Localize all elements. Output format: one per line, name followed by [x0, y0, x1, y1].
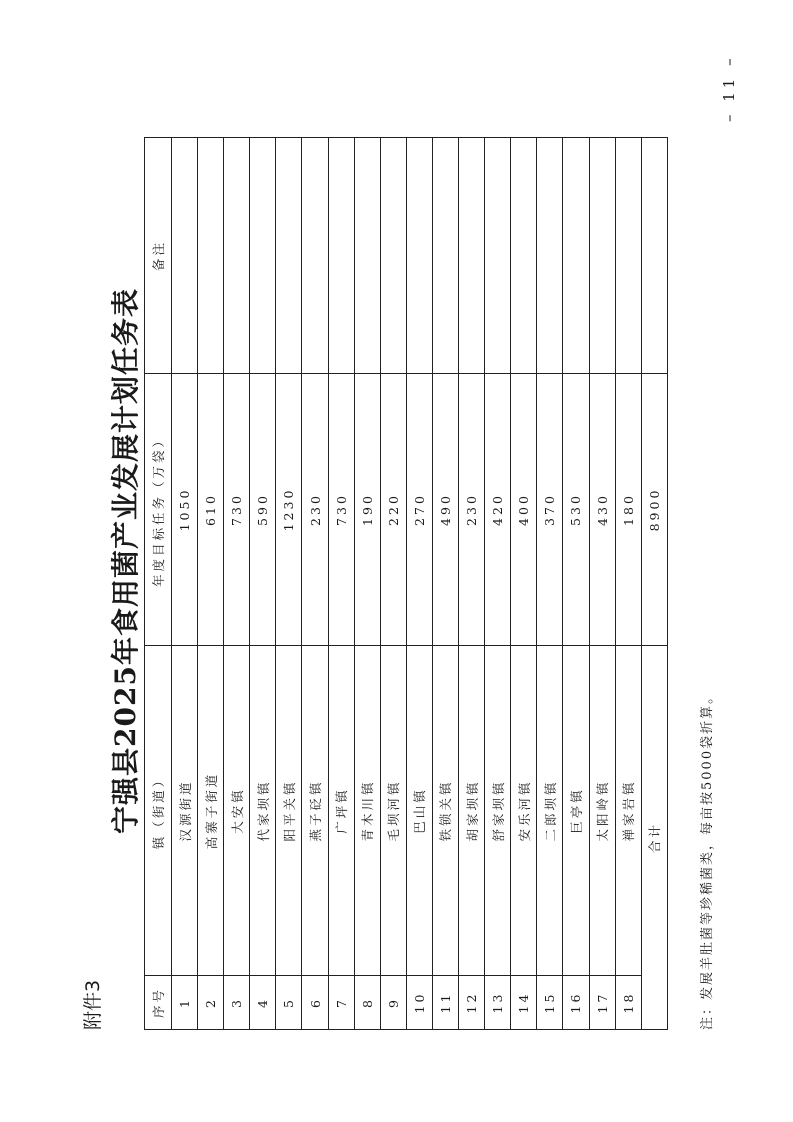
cell-remark — [250, 138, 276, 374]
cell-seq: 10 — [406, 976, 432, 1030]
cell-town: 汉源街道 — [172, 646, 198, 976]
table-note: 注：发展羊肚菌等珍稀菌类，每亩按5000袋折算。 — [700, 688, 715, 1030]
cell-seq: 13 — [485, 976, 511, 1030]
cell-remark — [459, 138, 485, 374]
cell-remark — [276, 138, 302, 374]
cell-target: 270 — [406, 374, 432, 646]
header-target: 年度目标任务（万袋） — [145, 374, 172, 646]
table-row — [328, 138, 354, 1030]
cell-town: 大安镇 — [224, 646, 250, 976]
cell-town: 铁锁关镇 — [432, 646, 458, 976]
cell-seq: 18 — [615, 976, 641, 1030]
cell-seq: 3 — [224, 976, 250, 1030]
cell-target: 1230 — [276, 374, 302, 646]
cell-target: 1050 — [172, 374, 198, 646]
cell-seq: 9 — [380, 976, 406, 1030]
cell-seq: 1 — [172, 976, 198, 1030]
cell-remark — [328, 138, 354, 374]
table-row — [380, 138, 406, 1030]
header-town: 镇（街道） — [145, 646, 172, 976]
header-remark: 备注 — [145, 138, 172, 374]
cell-seq: 4 — [250, 976, 276, 1030]
cell-remark — [406, 138, 432, 374]
cell-town: 二郎坝镇 — [537, 646, 563, 976]
cell-seq: 15 — [537, 976, 563, 1030]
cell-target: 190 — [354, 374, 380, 646]
table-row — [198, 138, 224, 1030]
cell-seq: 2 — [198, 976, 224, 1030]
cell-remark — [589, 138, 615, 374]
table-row — [511, 138, 537, 1030]
cell-target: 370 — [537, 374, 563, 646]
cell-seq: 8 — [354, 976, 380, 1030]
cell-target: 430 — [589, 374, 615, 646]
cell-remark — [432, 138, 458, 374]
cell-seq: 5 — [276, 976, 302, 1030]
cell-seq: 7 — [328, 976, 354, 1030]
table-row — [354, 138, 380, 1030]
cell-target: 180 — [615, 374, 641, 646]
cell-seq: 12 — [459, 976, 485, 1030]
cell-target: 610 — [198, 374, 224, 646]
cell-town: 阳平关镇 — [276, 646, 302, 976]
cell-remark — [198, 138, 224, 374]
table-row — [615, 138, 641, 1030]
cell-target: 730 — [224, 374, 250, 646]
document-title: 宁强县2025年食用菌产业发展计划任务表 — [109, 288, 142, 834]
table-row — [250, 138, 276, 1030]
table-row — [276, 138, 302, 1030]
cell-target: 490 — [432, 374, 458, 646]
cell-town: 安乐河镇 — [511, 646, 537, 976]
cell-town: 毛坝河镇 — [380, 646, 406, 976]
cell-seq: 17 — [589, 976, 615, 1030]
cell-target: 220 — [380, 374, 406, 646]
total-row — [641, 138, 667, 1030]
table-row — [485, 138, 511, 1030]
cell-remark — [485, 138, 511, 374]
cell-remark — [537, 138, 563, 374]
table-row — [224, 138, 250, 1030]
cell-town: 太阳岭镇 — [589, 646, 615, 976]
cell-target: 400 — [511, 374, 537, 646]
cell-town: 巨亭镇 — [563, 646, 589, 976]
cell-town: 青木川镇 — [354, 646, 380, 976]
table-row — [432, 138, 458, 1030]
cell-remark — [354, 138, 380, 374]
table-row — [563, 138, 589, 1030]
cell-town: 高寨子街道 — [198, 646, 224, 976]
cell-target: 530 — [563, 374, 589, 646]
table-row — [537, 138, 563, 1030]
cell-town: 巴山镇 — [406, 646, 432, 976]
table-header-row — [145, 138, 172, 1030]
cell-remark — [511, 138, 537, 374]
total-label: 合计 — [641, 646, 667, 1030]
cell-target: 590 — [250, 374, 276, 646]
cell-town: 舒家坝镇 — [485, 646, 511, 976]
table-row — [172, 138, 198, 1030]
cell-target: 420 — [485, 374, 511, 646]
table-row — [406, 138, 432, 1030]
page-number: – 11 – — [720, 54, 738, 122]
cell-town: 胡家坝镇 — [459, 646, 485, 976]
table-row — [459, 138, 485, 1030]
cell-remark — [302, 138, 328, 374]
cell-target: 230 — [302, 374, 328, 646]
cell-remark — [563, 138, 589, 374]
total-remark — [641, 138, 667, 374]
cell-town: 广坪镇 — [328, 646, 354, 976]
cell-seq: 11 — [432, 976, 458, 1030]
cell-seq: 16 — [563, 976, 589, 1030]
cell-remark — [224, 138, 250, 374]
task-table — [144, 137, 668, 1030]
total-target: 8900 — [641, 374, 667, 646]
table-row — [302, 138, 328, 1030]
cell-town: 禅家岩镇 — [615, 646, 641, 976]
cell-remark — [380, 138, 406, 374]
cell-remark — [615, 138, 641, 374]
cell-target: 230 — [459, 374, 485, 646]
cell-target: 730 — [328, 374, 354, 646]
cell-town: 代家坝镇 — [250, 646, 276, 976]
attachment-label: 附件3 — [82, 979, 104, 1030]
cell-town: 燕子砭镇 — [302, 646, 328, 976]
cell-remark — [172, 138, 198, 374]
header-seq: 序号 — [145, 976, 172, 1030]
cell-seq: 6 — [302, 976, 328, 1030]
table-row — [589, 138, 615, 1030]
cell-seq: 14 — [511, 976, 537, 1030]
